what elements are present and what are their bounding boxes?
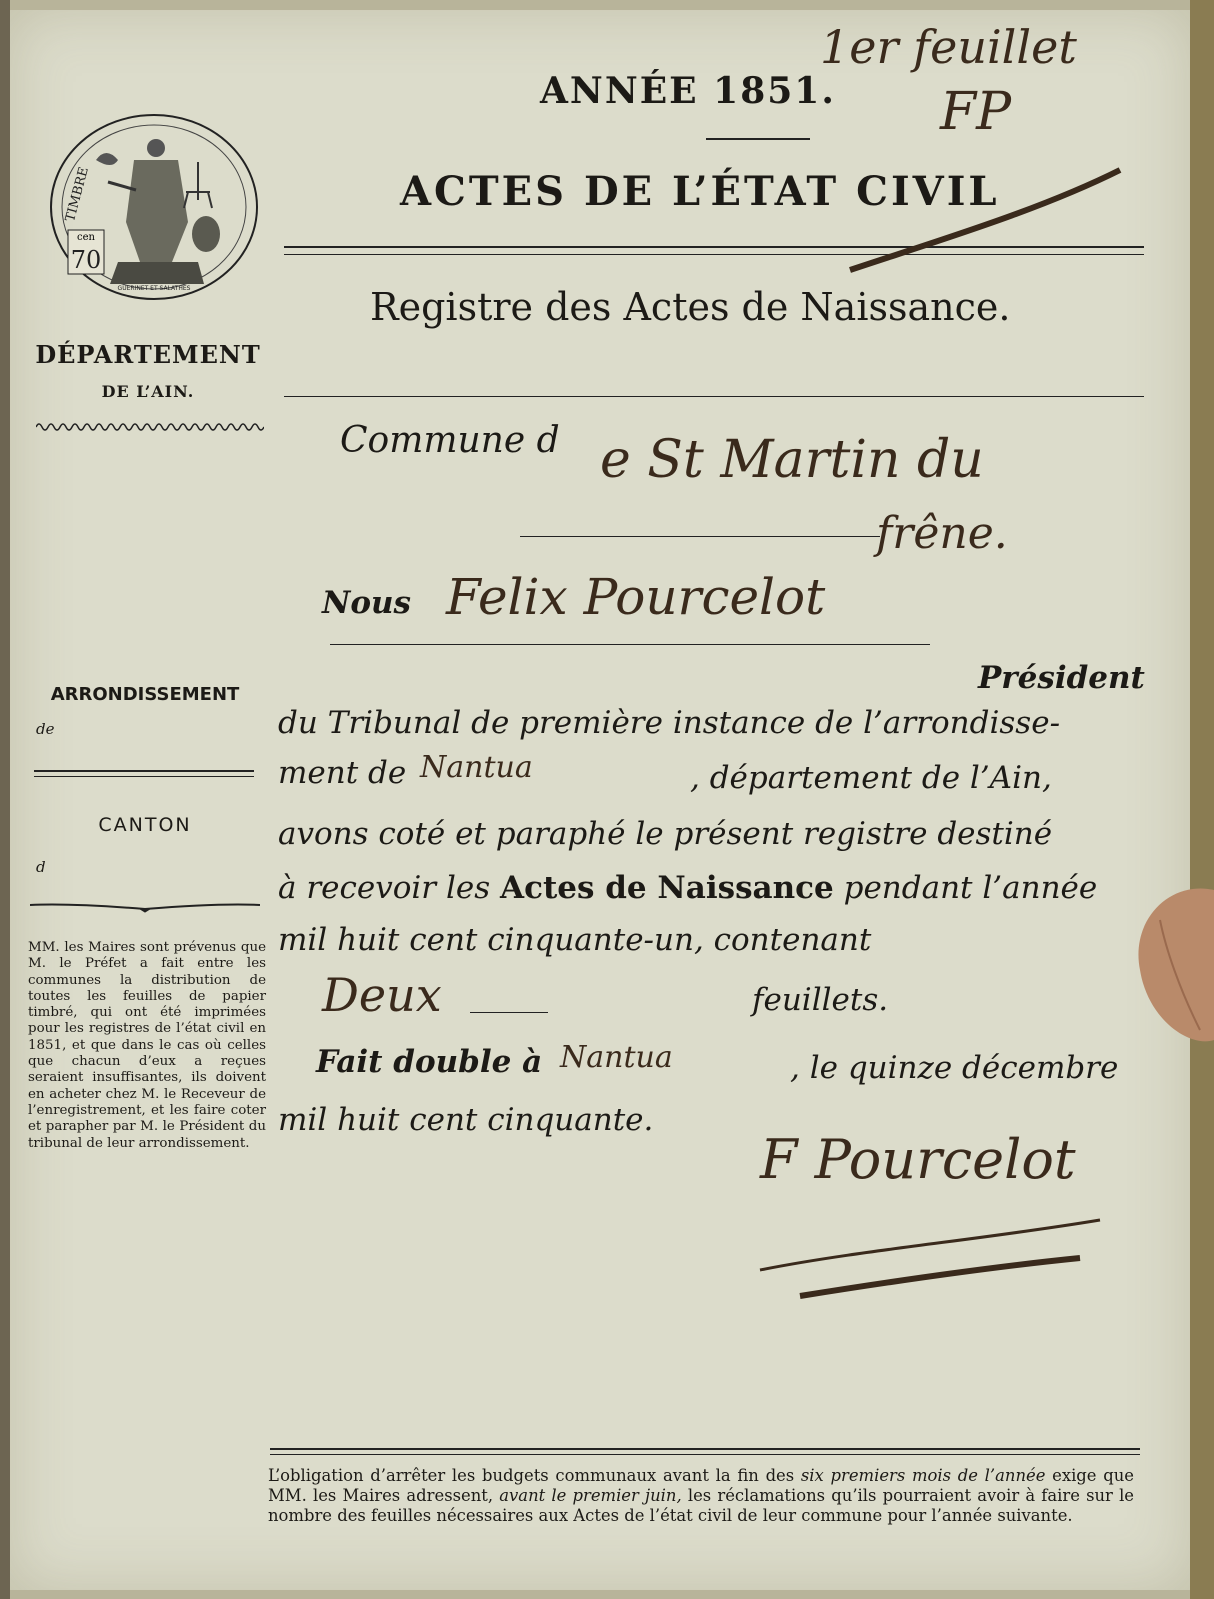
fait-place: Nantua (560, 1040, 673, 1075)
text-line-2-b: , département de l’Ain, (690, 760, 1052, 796)
commune-label: Commune d (340, 420, 560, 461)
text-line-2-a: ment de (278, 755, 407, 791)
signature-flourish (740, 1200, 1120, 1310)
budget-notice-1: L’obligation d’arrêter les budgets communaux avant la fin des (268, 1466, 795, 1485)
bottom-rule-thin (270, 1454, 1140, 1455)
feuillets-label: feuillets. (752, 982, 889, 1018)
thumb (1130, 880, 1214, 1050)
svg-text:cen: cen (77, 232, 95, 243)
departement-label: DÉPARTEMENT (35, 340, 261, 369)
year-heading: ANNÉE 1851. (540, 70, 836, 112)
signature: F Pourcelot (760, 1128, 1076, 1191)
arrondissement-rule (34, 770, 254, 772)
page-right-edge (1190, 0, 1214, 1599)
corner-note: 1er feuillet (820, 20, 1077, 74)
budget-notice (268, 1466, 1134, 1526)
text-line-4 (278, 870, 1097, 906)
departement-name: DE L’AIN. (101, 382, 195, 401)
text-line-4-b: Actes de Naissance (500, 870, 834, 906)
feuillets-rule (470, 1012, 548, 1013)
arrondissement-label: ARRONDISSEMENT (50, 684, 240, 705)
text-line-5-b: cinquante-un (487, 922, 694, 958)
commune-value-continued: frêne. (876, 508, 1008, 559)
canton-d: d (36, 858, 46, 876)
wavy-divider (36, 418, 264, 430)
budget-notice-2-italic: avant le premier juin, (499, 1486, 682, 1505)
text-line-2 (278, 755, 406, 791)
feuillets-count: Deux (322, 968, 442, 1022)
register-rule (284, 396, 1144, 397)
fait-double-label: Fait double à (316, 1044, 543, 1080)
text-line-5 (278, 922, 871, 958)
nous-label: Nous (322, 585, 412, 621)
svg-text:TIMBRE: TIMBRE (62, 165, 92, 224)
arrondissement-de: de (36, 720, 55, 738)
year-rule (706, 138, 810, 140)
register-title: Registre des Actes de Naissance. (370, 285, 1011, 329)
text-line-3: avons coté et paraphé le présent registre destiné (278, 816, 1053, 852)
text-line-4-a: à recevoir les (278, 870, 491, 906)
svg-text:70: 70 (70, 246, 102, 274)
fait-year: mil huit cent cinquante. (278, 1102, 654, 1138)
commune-value: e St Martin du (600, 430, 984, 490)
text-line-5-a: mil huit cent (278, 922, 478, 958)
bottom-rule (270, 1448, 1140, 1450)
corner-flourish (840, 150, 1140, 290)
budget-notice-3: les réclamations qu’ils pourraient avoir à faire sur le nombre des feuilles nécessaires aux Actes de l’état civil de leur commune pour l’année suivante. (268, 1486, 1135, 1525)
prefect-notice: MM. les Maires sont prévenus que M. le Préfet a fait entre les communes la distribution de toutes les feuilles de papier timbré, qui ont été imprimées pour les registres de l’état civil en 1851, et que dans le cas où celles que chacun d’eux a reçues seraient insuffisantes, ils doivent en acheter chez M. le Receveur de l’enregistrement, et les faire coter et parapher par M. le Président du tribunal de leur arrondissement. (28, 940, 266, 1151)
budget-notice-2: exige que MM. les Maires adressent, (268, 1466, 1134, 1505)
text-line-1 (278, 705, 1060, 741)
text-line-1-content: du Tribunal de première instance de l’arrondisse- (278, 705, 1061, 741)
name-rule (330, 644, 930, 645)
canton-label: CANTON (98, 814, 192, 836)
commune-rule (520, 536, 880, 537)
president-name: Felix Pourcelot (446, 568, 826, 626)
text-line-4-c: pendant l’année (843, 870, 1098, 906)
budget-notice-1-italic: six premiers mois de l’année (800, 1466, 1046, 1485)
arrondissement-rule-thin (34, 776, 254, 777)
arrondissement-value: Nantua (420, 750, 533, 785)
fait-date: , le quinze décembre (790, 1050, 1119, 1086)
text-line-5-c: , contenant (693, 922, 872, 958)
corner-initials: FP (940, 82, 1012, 142)
president-label: Président (978, 660, 1145, 696)
book-binding-edge (0, 0, 10, 1599)
svg-text:GUERINET ET SALATHES: GUERINET ET SALATHES (117, 285, 191, 292)
document-title: ACTES DE L’ÉTAT CIVIL (400, 168, 1000, 215)
timbre-stamp (48, 112, 260, 302)
swash-divider (30, 898, 260, 912)
